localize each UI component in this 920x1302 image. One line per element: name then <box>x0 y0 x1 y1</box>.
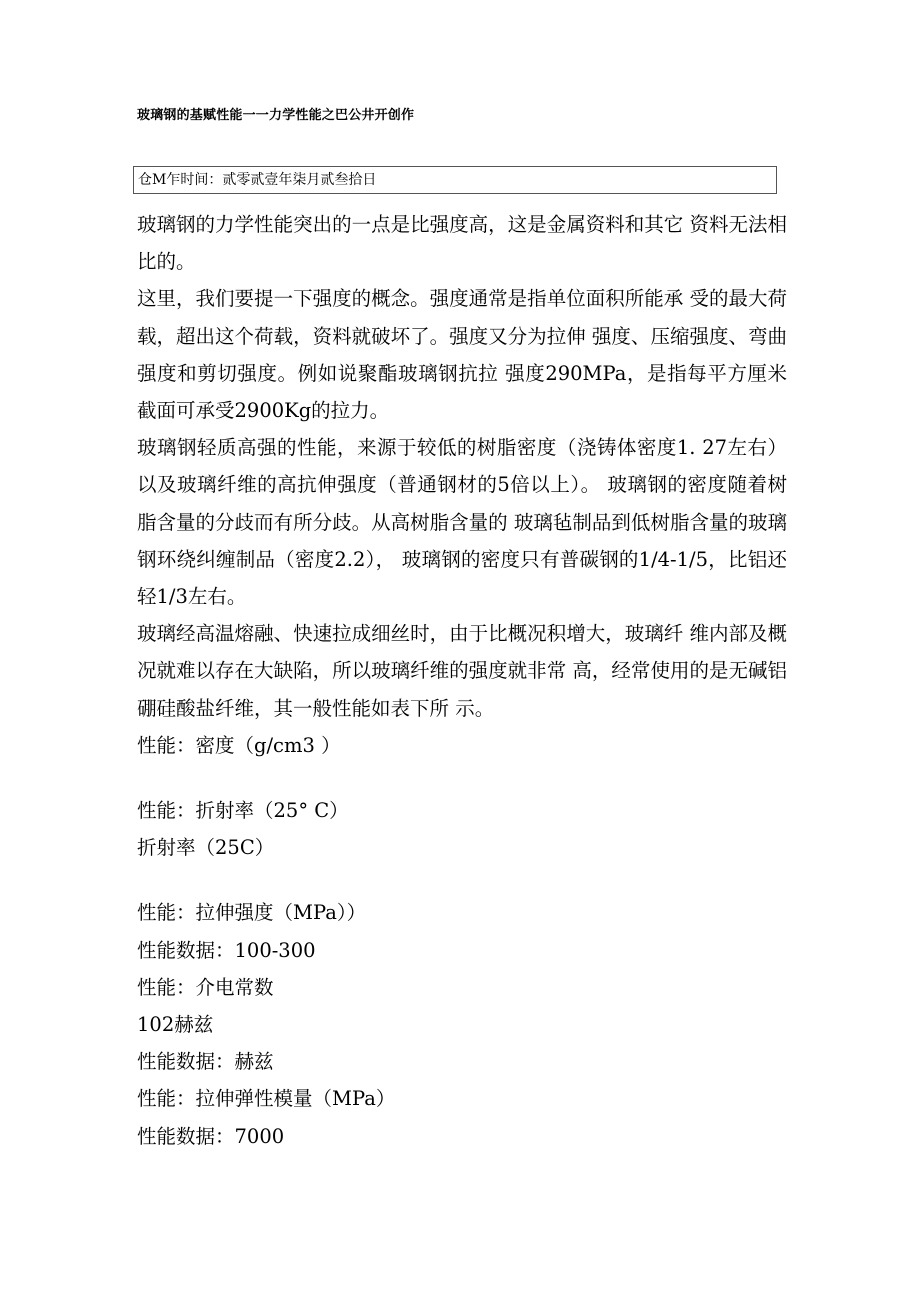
paragraph-strength-concept: 这里，我们要提一下强度的概念。强度通常是指单位面积所能承 受的最大荷载，超出这个荷载，资料就破坏了。强度又分为拉伸 强度、压缩强度、弯曲强度和剪切强度。例如说聚酯玻璃钢抗拉 强度290MPa，是指每平方厘米截面可承受2900Kg的拉力。 <box>137 287 787 423</box>
property-tensile-modulus-value: 性能数据：7000 <box>137 1124 285 1148</box>
property-dielectric-frequency: 102赫兹 <box>137 1013 214 1037</box>
document-body <box>137 206 787 1155</box>
creation-time-box: 仓M乍时间：贰零贰壹年柒月贰叁拾日 <box>133 166 777 194</box>
paragraph-strength-ratio: 玻璃钢的力学性能突出的一点是比强度高，这是金属资料和其它 资料无法相比的。 <box>137 213 787 274</box>
property-tensile-modulus: 性能：拉伸弹性模量（MPa） <box>137 1087 396 1111</box>
document-title: 玻璃钢的基赋性能一一力学性能之巴公井开创作 <box>137 108 415 123</box>
property-dielectric-value: 性能数据：赫兹 <box>137 1050 274 1074</box>
property-tensile-strength: 性能：拉伸强度（MPa）） <box>137 901 367 925</box>
property-dielectric-constant: 性能：介电常数 <box>137 975 274 999</box>
property-tensile-strength-value: 性能数据：100-300 <box>137 938 316 962</box>
paragraph-density: 玻璃钢轻质高强的性能，来源于较低的树脂密度（浇铸体密度1. 27左右）以及玻璃纤维的高抗伸强度（普通钢材的5倍以上）。 玻璃钢的密度随着树脂含量的分歧而有所分歧。从高树脂含量的 玻璃毡制品到低树脂含量的玻璃钢环绕纠缠制品（密度2.2）， 玻璃钢的密度只有普碳钢的1/4-1/5，比铝还轻1/3左右。 <box>137 436 787 609</box>
paragraph-glass-fiber: 玻璃经高温熔融、快速拉成细丝时，由于比概况积增大，玻璃纤 维内部及概况就难以存在大缺陷，所以玻璃纤维的强度就非常 高，经常使用的是无碱铝硼硅酸盐纤维，其一般性能如表下所 示。 <box>137 622 787 720</box>
property-density: 性能：密度（g/cm3 ） <box>137 733 341 757</box>
spacer <box>137 764 787 792</box>
spacer <box>137 866 787 894</box>
property-refractive-index: 性能：折射率（25° C） <box>137 799 349 823</box>
property-refractive-index-alt: 折射率（25C） <box>137 836 275 860</box>
